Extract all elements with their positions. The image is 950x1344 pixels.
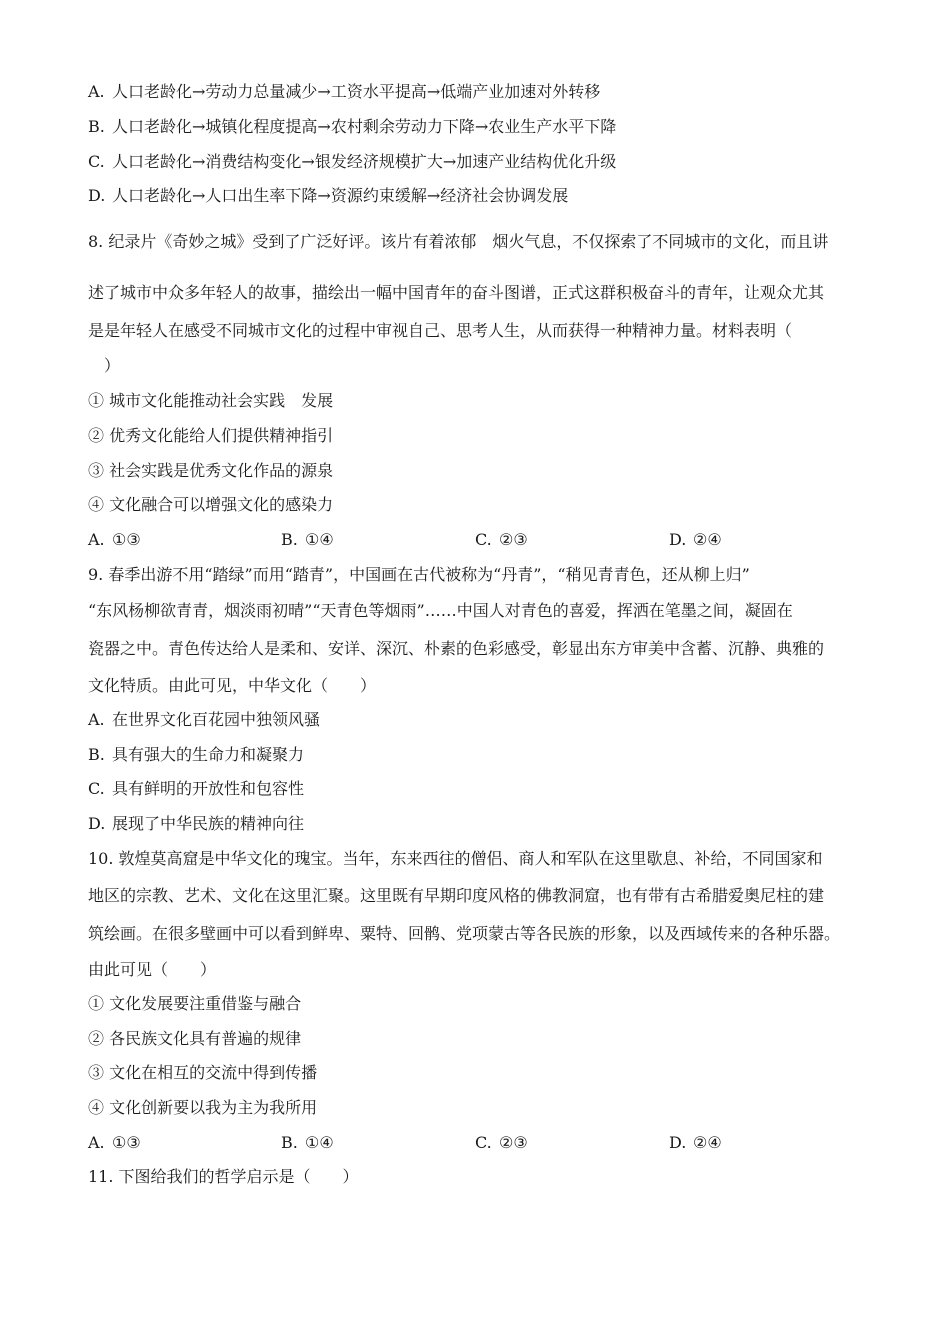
q7-option-b — [88, 117, 616, 137]
q10-choice-c — [475, 1133, 528, 1153]
option-text: 展现了中华民族的精神向往 — [112, 814, 305, 833]
option-label: B. — [281, 1133, 298, 1152]
option-label: B. — [281, 530, 298, 549]
q9-stem-line: 文化特质。由此可见，中华文化（ ） — [88, 676, 377, 695]
option-text: ①④ — [305, 530, 334, 549]
q10-stem-line: 筑绘画。在很多壁画中可以看到鲜卑、粟特、回鹘、党项蒙古等各民族的形象，以及西域传来的各种乐器。 — [88, 924, 841, 943]
option-label: C. — [88, 152, 105, 171]
q10-choice-a — [88, 1133, 141, 1153]
q8-stem-line: 述了城市中众多年轻人的故事，描绘出一幅中国青年的奋斗图谱，正式这群积极奋斗的青年，让观众尤其 — [88, 283, 825, 302]
q7-option-c — [88, 152, 616, 172]
option-label: A. — [88, 1133, 105, 1152]
option-label: A. — [88, 82, 105, 101]
q8-statement-4: ④ 文化融合可以增强文化的感染力 — [88, 495, 334, 514]
option-label: D. — [88, 186, 106, 205]
q9-option-b — [88, 745, 304, 765]
q10-statement-4: ④ 文化创新要以我为主为我所用 — [88, 1098, 318, 1117]
option-text: 具有鲜明的开放性和包容性 — [112, 779, 305, 798]
q10-stem-line: 10. 敦煌莫高窟是中华文化的瑰宝。当年，东来西往的僧侣、商人和军队在这里歇息、补给，不同国家和 — [88, 849, 823, 868]
q8-choices — [88, 530, 788, 550]
option-text: 具有强大的生命力和凝聚力 — [112, 745, 305, 764]
q8-choice-b — [281, 530, 334, 550]
option-text: ②④ — [693, 1133, 722, 1152]
option-text: 在世界文化百花园中独领风骚 — [112, 710, 321, 729]
q10-statement-1: ① 文化发展要注重借鉴与融合 — [88, 994, 302, 1013]
q8-statement-3: ③ 社会实践是优秀文化作品的源泉 — [88, 461, 334, 480]
q8-stem-line: 是是年轻人在感受不同城市文化的过程中审视自己、思考人生，从而获得一种精神力量。材料表明（ — [88, 321, 793, 340]
q10-stem-line: 地区的宗教、艺术、文化在这里汇聚。这里既有早期印度风格的佛教洞窟，也有带有古希腊爱奥尼柱的建 — [88, 886, 825, 905]
option-label: C. — [475, 1133, 492, 1152]
q7-option-a — [88, 82, 600, 102]
q8-statement-1: ① 城市文化能推动社会实践 发展 — [88, 391, 334, 410]
option-label: B. — [88, 117, 105, 136]
q10-choices — [88, 1133, 788, 1153]
q8-choice-a — [88, 530, 141, 550]
q9-stem-line: “东风杨柳欲青青，烟淡雨初晴”“天青色等烟雨”……中国人对青色的喜爱，挥洒在笔墨之间，凝固在 — [88, 601, 793, 620]
option-label: D. — [669, 1133, 687, 1152]
option-text: 人口老龄化→劳动力总量减少→工资水平提高→低端产业加速对外转移 — [112, 82, 601, 101]
q8-choice-d — [669, 530, 722, 550]
option-label: C. — [88, 779, 105, 798]
option-text: ②④ — [693, 530, 722, 549]
option-text: 人口老龄化→城镇化程度提高→农村剩余劳动力下降→农业生产水平下降 — [112, 117, 617, 136]
option-label: D. — [669, 530, 687, 549]
option-text: ②③ — [499, 1133, 528, 1152]
option-text: ①③ — [112, 530, 141, 549]
q8-stem-line: 8. 纪录片《奇妙之城》受到了广泛好评。该片有着浓郁 烟火气息，不仅探索了不同城市的文化，而且讲 — [88, 232, 829, 251]
option-label: B. — [88, 745, 105, 764]
q10-stem-line: 由此可见（ ） — [88, 960, 217, 979]
q11-stem: 11. 下图给我们的哲学启示是（ ） — [88, 1167, 359, 1186]
q10-choice-d — [669, 1133, 722, 1153]
q8-statement-2: ② 优秀文化能给人们提供精神指引 — [88, 426, 334, 445]
q10-statement-3: ③ 文化在相互的交流中得到传播 — [88, 1063, 318, 1082]
q9-option-d — [88, 814, 304, 834]
q8-choice-c — [475, 530, 528, 550]
option-label: A. — [88, 710, 105, 729]
option-text: 人口老龄化→消费结构变化→银发经济规模扩大→加速产业结构优化升级 — [112, 152, 617, 171]
q9-stem-line: 瓷器之中。青色传达给人是柔和、安详、深沉、朴素的色彩感受，彰显出东方审美中含蓄、沉静、典雅的 — [88, 639, 825, 658]
q7-option-d — [88, 186, 568, 206]
q10-choice-b — [281, 1133, 334, 1153]
option-text: ①③ — [112, 1133, 141, 1152]
option-label: C. — [475, 530, 492, 549]
option-label: D. — [88, 814, 106, 833]
q10-statement-2: ② 各民族文化具有普遍的规律 — [88, 1029, 302, 1048]
q9-option-a — [88, 710, 320, 730]
option-text: 人口老龄化→人口出生率下降→资源约束缓解→经济社会协调发展 — [112, 186, 569, 205]
option-label: A. — [88, 530, 105, 549]
q8-stem-line: ） — [88, 356, 121, 375]
option-text: ①④ — [305, 1133, 334, 1152]
q9-option-c — [88, 779, 304, 799]
q9-stem-line: 9. 春季出游不用“踏绿”而用“踏青”，中国画在古代被称为“丹青”，“稍见青青色，还从柳上归” — [88, 565, 750, 584]
option-text: ②③ — [499, 530, 528, 549]
